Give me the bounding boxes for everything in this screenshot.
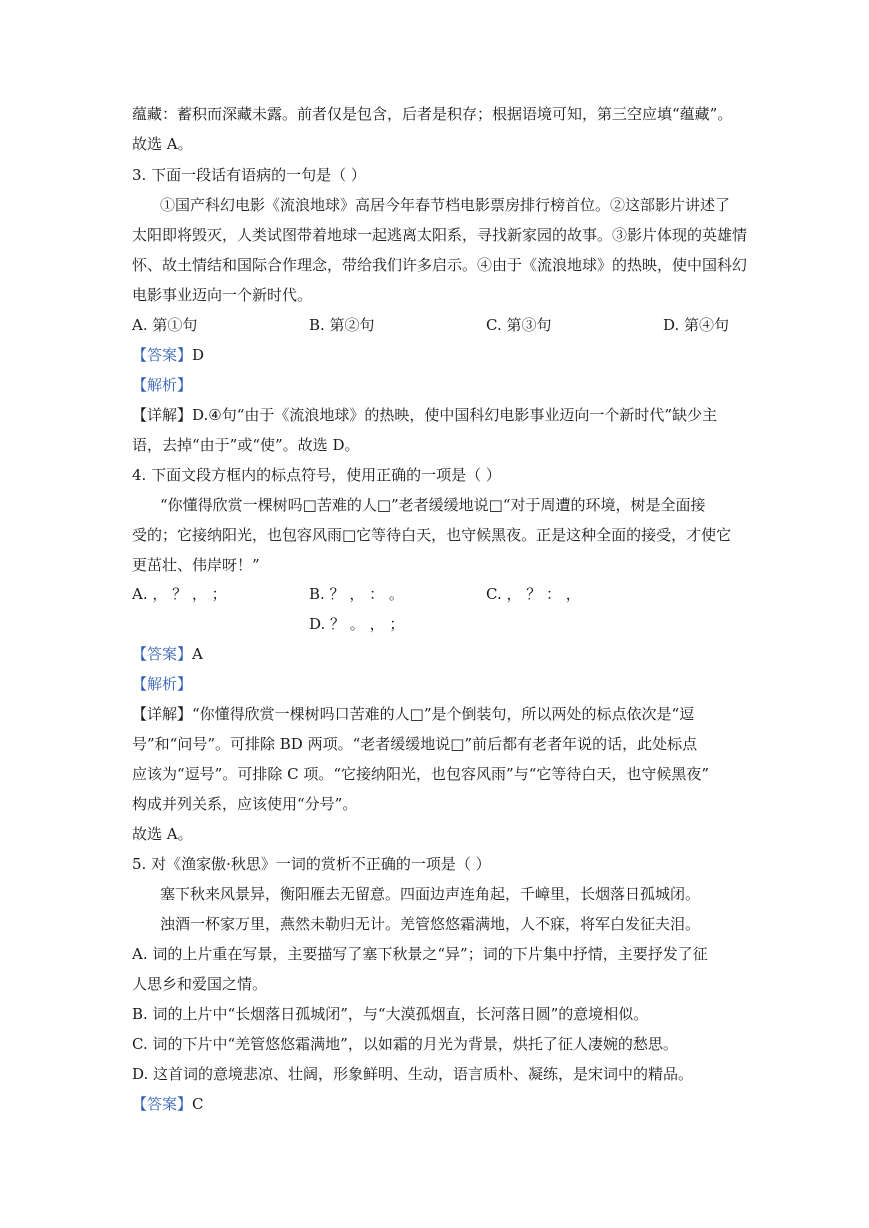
option-c: C. 第③句 xyxy=(486,316,552,334)
detail-line xyxy=(132,704,694,724)
option-a: A. 第①句 xyxy=(132,316,198,334)
option-a-cont: 人思乡和爱国之情。 xyxy=(132,975,268,993)
poem-line: 塞下秋来风景异，衡阳雁去无留意。四面边声连角起，千嶂里，长烟落日孤城闭。 xyxy=(160,885,701,903)
passage-line: 太阳即将毁灭，人类试图带着地球一起逃离太阳系，寻找新家园的故事。③影片体现的英雄情 xyxy=(132,226,748,244)
passage-line: 受的；它接纳阳光，也包容风雨□它等待白天，也守候黑夜。正是这种全面的接受，才使它 xyxy=(132,526,732,544)
option-c: C. ， ？ ： ， xyxy=(486,585,581,603)
option-a: A. ， ？ ， ； xyxy=(132,585,227,603)
answer-value: A xyxy=(192,645,203,663)
analysis-tag: 【解析】 xyxy=(132,376,193,394)
detail-line: 号”和“问号”。可排除 BD 两项。“老者缓缓地说□”前后都有老者年说的话，此处标点 xyxy=(132,735,698,753)
detail-tag: 【详解】 xyxy=(132,406,193,424)
passage-line: 更茁壮、伟岸呀！” xyxy=(132,556,260,574)
question-4-stem: 4. 下面文段方框内的标点符号，使用正确的一项是（ ） xyxy=(132,466,501,484)
passage-line: “你懂得欣赏一棵树吗□苦难的人□”老者缓缓地说□“对于周遭的环境，树是全面接 xyxy=(160,496,706,514)
answer-value: D xyxy=(192,346,205,364)
passage-line: 电影事业迈向一个新时代。 xyxy=(132,286,313,304)
text-line: 故选 A。 xyxy=(132,135,193,153)
option-c: C. 词的下片中“羌管悠悠霜满地”，以如霜的月光为背景，烘托了征人凄婉的愁思。 xyxy=(132,1035,678,1053)
passage-line: 怀、故土情结和国际合作理念，带给我们许多启示。④由于《流浪地球》的热映，使中国科幻 xyxy=(132,256,748,274)
detail-line: 语，去掉“由于”或“使”。故选 D。 xyxy=(132,436,360,454)
option-d: D. ？ 。 ， ； xyxy=(309,615,405,633)
detail-tag: 【详解】 xyxy=(132,705,193,723)
option-b: B. 词的上片中“长烟落日孤城闭”，与“大漠孤烟直，长河落日圆”的意境相似。 xyxy=(132,1005,649,1023)
analysis-tag: 【解析】 xyxy=(132,675,193,693)
option-d: D. 这首词的意境悲凉、壮阔，形象鲜明、生动，语言质朴、凝练，是宋词中的精品。 xyxy=(132,1065,694,1083)
answer-line xyxy=(132,644,203,664)
option-a: A. 词的上片重在写景，主要描写了塞下秋景之“异”；词的下片集中抒情，主要抒发了征 xyxy=(132,945,708,963)
answer-tag: 【答案】 xyxy=(132,645,193,663)
detail-line: 构成并列关系，应该使用“分号”。 xyxy=(132,795,358,813)
option-d: D. 第④句 xyxy=(663,316,730,334)
detail-line: 应该为“逗号”。可排除 C 项。“它接纳阳光，也包容风雨”与“它等待白天，也守候黑夜” xyxy=(132,765,710,783)
detail-line: 故选 A。 xyxy=(132,825,193,843)
answer-value: C xyxy=(192,1095,204,1113)
poem-line: 浊酒一杯家万里，燕然未勒归无计。羌管悠悠霜满地，人不寐，将军白发征夫泪。 xyxy=(160,915,701,933)
answer-tag: 【答案】 xyxy=(132,1095,193,1113)
option-b: B. 第②句 xyxy=(309,316,375,334)
question-3-stem: 3. 下面一段话有语病的一句是（ ） xyxy=(132,166,366,184)
passage-line: ①国产科幻电影《流浪地球》高居今年春节档电影票房排行榜首位。②这部影片讲述了 xyxy=(160,196,731,214)
answer-line xyxy=(132,345,204,365)
detail-text: D.④句“由于《流浪地球》的热映，使中国科幻电影事业迈向一个新时代”缺少主 xyxy=(192,406,718,424)
answer-line xyxy=(132,1094,204,1114)
detail-text: “你懂得欣赏一棵树吗口苦难的人□”是个倒装句，所以两处的标点依次是“逗 xyxy=(192,705,695,723)
text-line: 蕴藏：蓄积而深藏未露。前者仅是包含，后者是积存；根据语境可知，第三空应填“蕴藏”。 xyxy=(132,105,733,123)
detail-line xyxy=(132,405,717,425)
option-b: B. ？ ， ： 。 xyxy=(309,585,404,603)
question-5-stem: 5. 对《渔家傲·秋思》一词的赏析不正确的一项是（ ） xyxy=(132,855,491,873)
answer-tag: 【答案】 xyxy=(132,346,193,364)
